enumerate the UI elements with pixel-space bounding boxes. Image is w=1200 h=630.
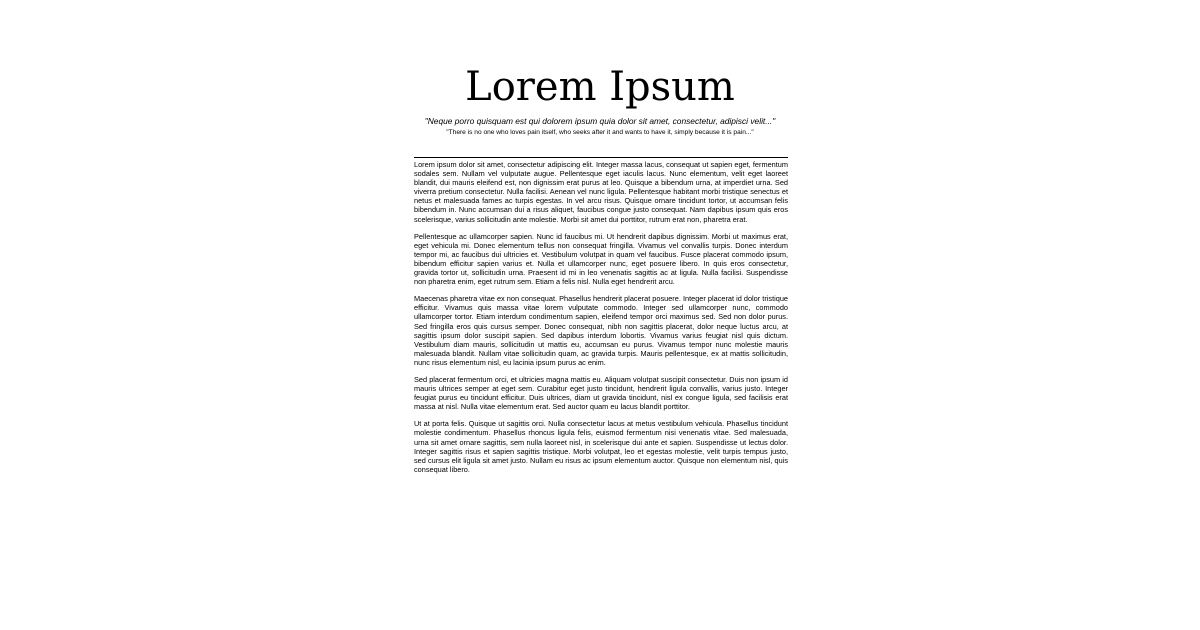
- document-title: Lorem Ipsum: [465, 64, 735, 110]
- header-divider: [414, 157, 788, 158]
- paragraph-2: Pellentesque ac ullamcorper sapien. Nunc id faucibus mi. Ut hendrerit dapibus dignissim. Morbi ut maximus erat, eget vehicula mi. Donec elementum tellus non consequat fringilla. Vivamus vel convallis turpis. Donec interdum tempor mi, ac faucibus dui ultricies et. Vestibulum volutpat in quam vel faucibus. Fusce placerat commodo ipsum, bibendum efficitur sapien varius et. Nulla et ullamcorper nunc, eget posuere libero. In quis eros consectetur, gravida tortor ut, sollicitudin urna. Praesent id mi in leo venenatis sagittis ac at ligula. Nulla facilisi. Suspendisse non pharetra enim, eget rutrum sem. Etiam a felis nisl. Nulla eget hendrerit arcu.: [414, 231, 788, 287]
- body-text: [414, 160, 788, 482]
- latin-quote: "Neque porro quisquam est qui dolorem ipsum quia dolor sit amet, consectetur, adipisci velit...": [424, 116, 776, 126]
- english-quote: "There is no one who loves pain itself, who seeks after it and wants to have it, simply because it is pain...": [446, 129, 754, 136]
- paragraph-4: Sed placerat fermentum orci, et ultricies magna mattis eu. Aliquam volutpat suscipit consectetur. Duis non ipsum id mauris ultrices semper at eget sem. Curabitur eget justo tincidunt, hendrerit ligula convallis, varius justo. Integer feugiat purus eu tincidunt efficitur. Duis ultrices, diam ut gravida tincidunt, nisl ex congue ligula, sed facilisis erat massa at nisl. Nulla vitae elementum erat. Sed auctor quam eu lacus blandit porttitor.: [414, 374, 788, 412]
- paragraph-3: Maecenas pharetra vitae ex non consequat. Phasellus hendrerit placerat posuere. Integer placerat id dolor tristique efficitur. Vivamus quis massa vitae lorem vulputate commodo. Integer sed ullamcorper nunc, commodo ullamcorper tortor. Etiam interdum condimentum sapien, eleifend tempor orci maximus sed. Sed non dolor purus. Sed fringilla eros quis cursus semper. Donec consequat, nibh non sagittis placerat, dolor neque luctus arcu, at sagittis ipsum dolor suscipit sapien. Sed dapibus interdum lobortis. Vivamus varius feugiat nisl quis dictum. Vestibulum diam mauris, sollicitudin ut mattis eu, accumsan eu purus. Vivamus tempor nunc molestie mauris malesuada blandit. Nullam vitae sollicitudin quam, ac gravida turpis. Mauris pellentesque, ex at mattis sollicitudin, nunc risus elementum nisl, eu lacinia ipsum purus ac enim.: [414, 294, 788, 367]
- paragraph-1: Lorem ipsum dolor sit amet, consectetur adipiscing elit. Integer massa lacus, consequat ut sapien eget, fermentum sodales sem. Nullam vel vulputate augue. Pellentesque eget iaculis lacus. Nunc elementum, velit eget laoreet blandit, dui mauris eleifend est, non dignissim erat purus at leo. Quisque a bibendum urna, at imperdiet urna. Sed viverra pretium consectetur. Nulla facilisi. Aenean vel nunc ligula. Pellentesque habitant morbi tristique senectus et netus et malesuada fames ac turpis egestas. In vel arcu risus. Quisque ornare tincidunt tortor, ut accumsan felis bibendum in. Nunc accumsan dui a risus aliquet, faucibus congue justo consequat. Nam dapibus ipsum quis eros scelerisque, varius sollicitudin ante molestie. Morbi sit amet dui porttitor, rutrum erat non, pharetra erat.: [414, 160, 788, 224]
- paragraph-5: Ut at porta felis. Quisque ut sagittis orci. Nulla consectetur lacus at metus vestibulum vehicula. Phasellus tincidunt molestie condimentum. Phasellus rhoncus ligula felis, euismod fermentum nisi venenatis vitae. Sed malesuada, urna sit amet ornare sagittis, sem nulla laoreet nisl, in scelerisque dui ante et sapien. Suspendisse ut lectus dolor. Integer sagittis risus et sapien sagittis tristique. Morbi volutpat, leo et egestas molestie, velit turpis tempus justo, sed cursus elit ligula sit amet justo. Nullam eu risus ac ipsum elementum auctor. Quisque non elementum nisl, quis consequat libero.: [414, 419, 788, 474]
